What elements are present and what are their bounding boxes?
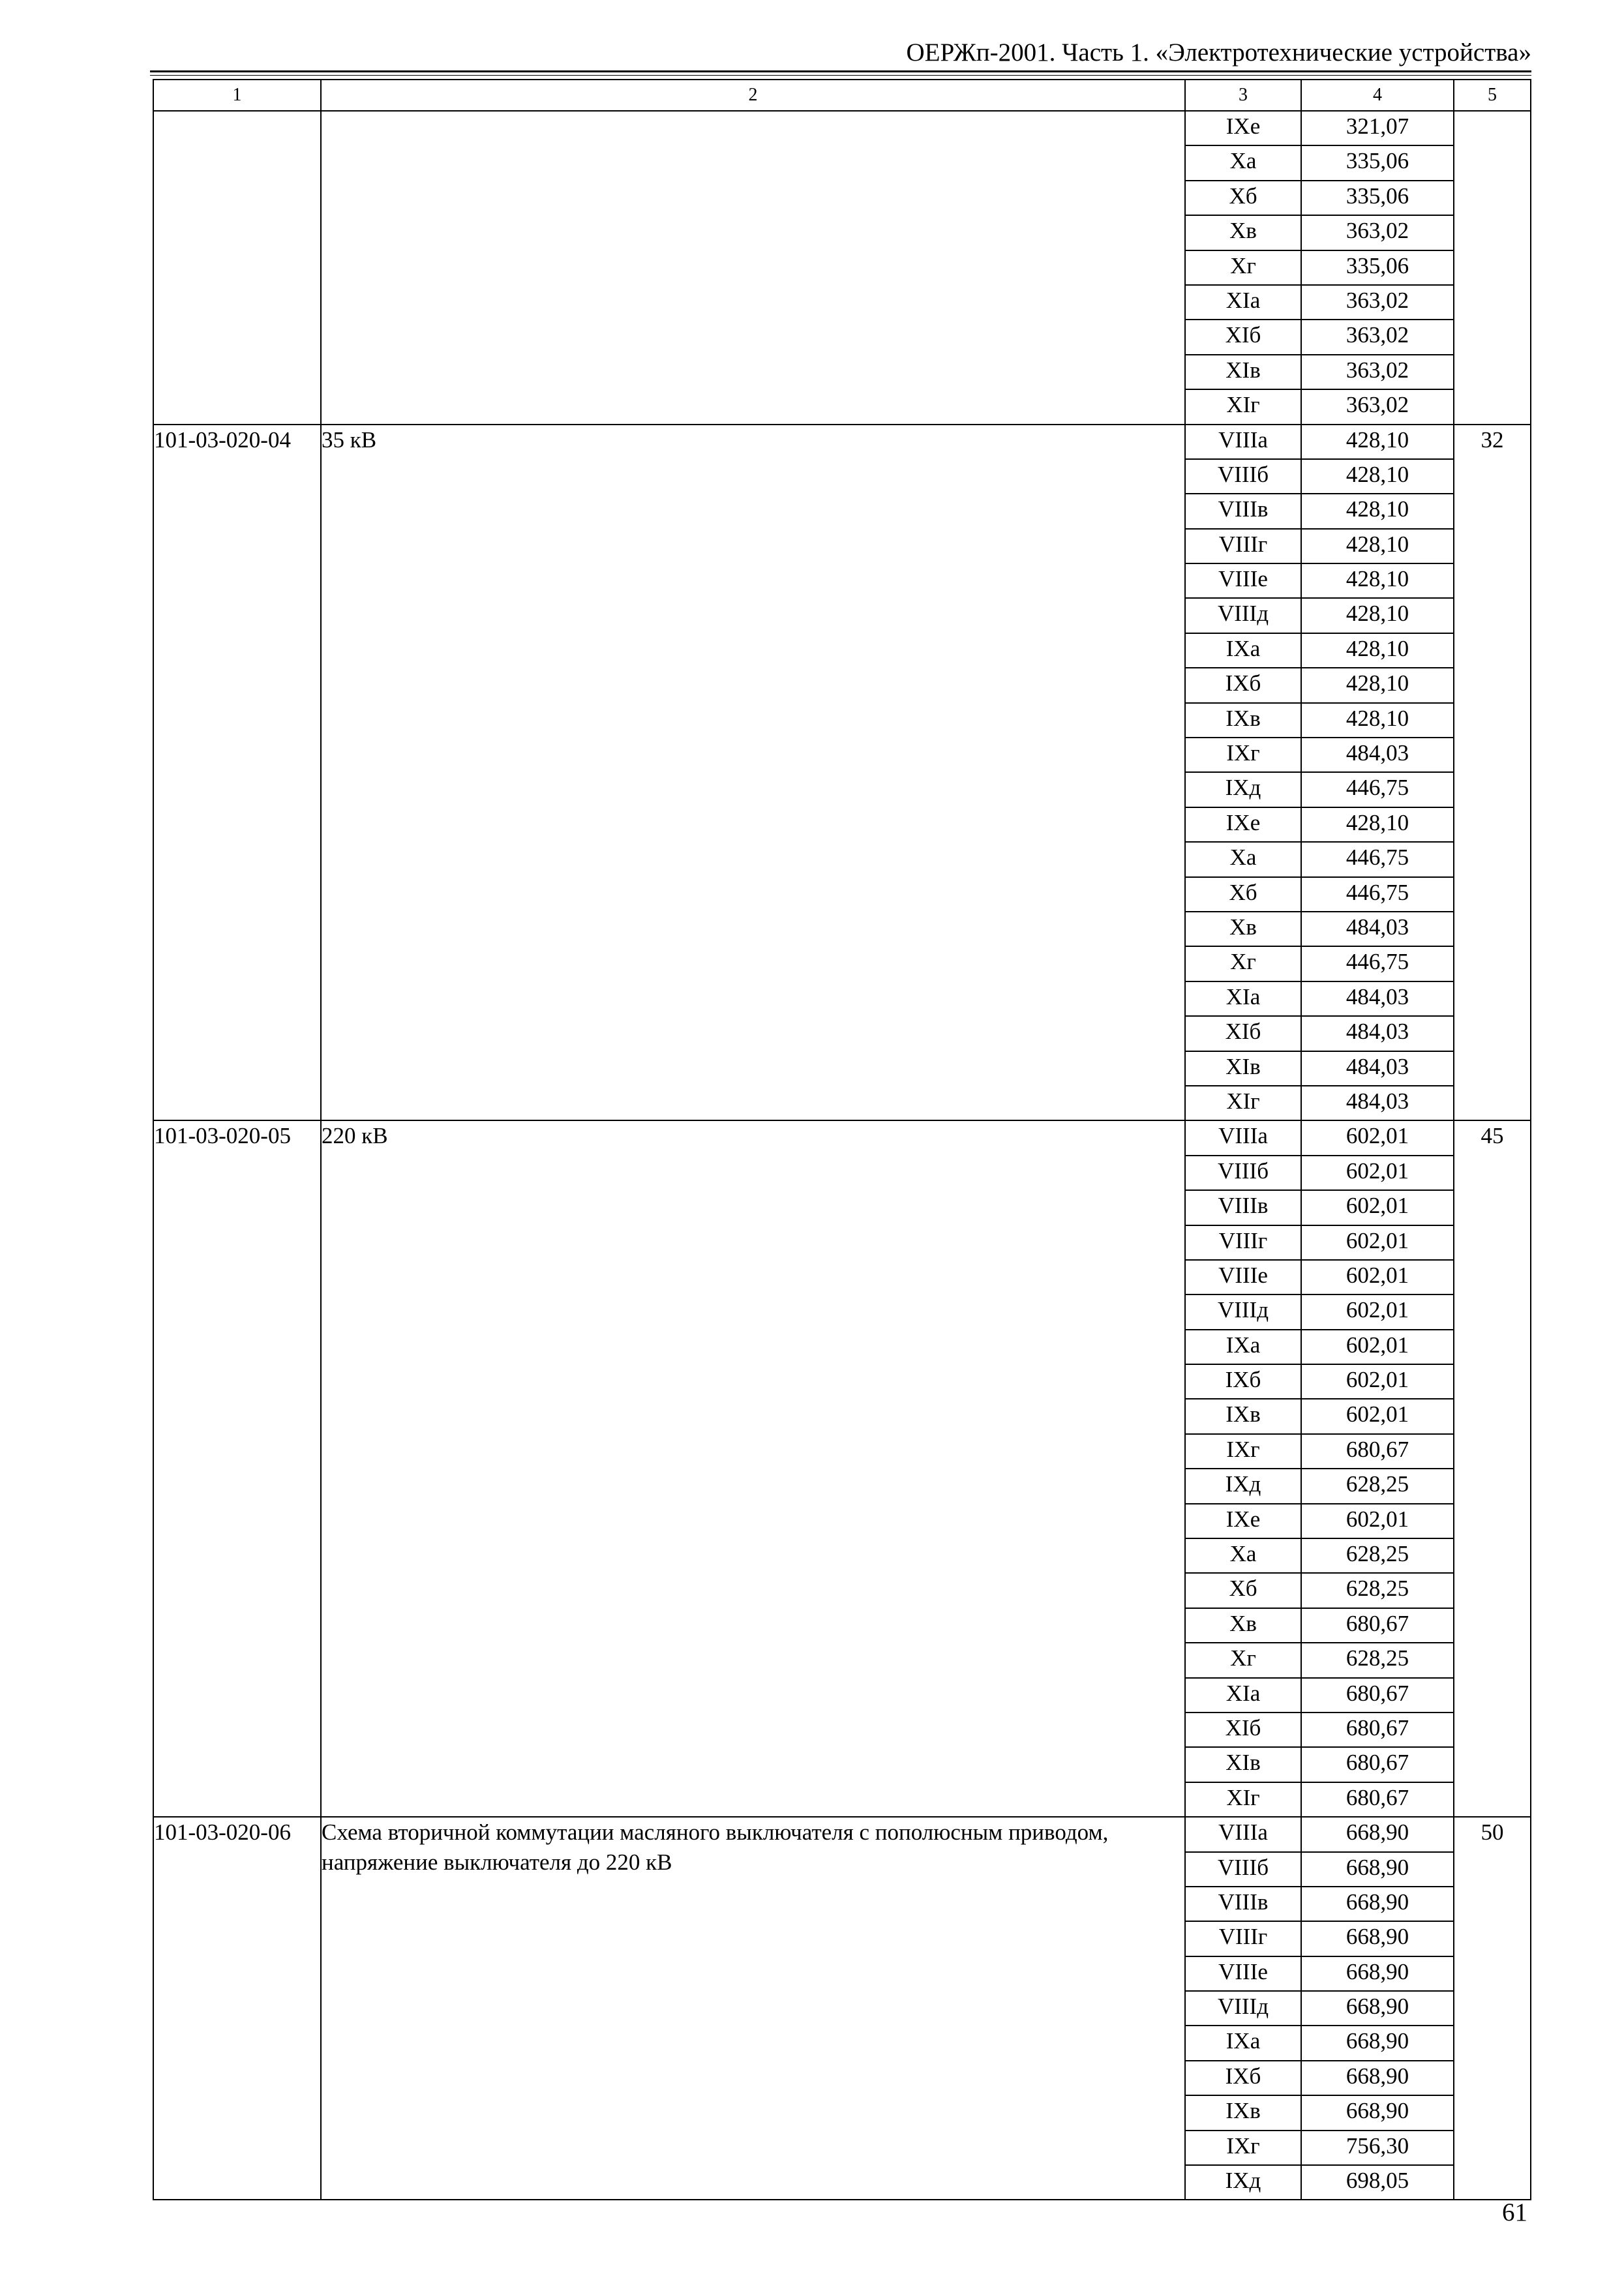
extra-value: 32	[1454, 425, 1531, 1121]
zone-cell: XIа	[1185, 1678, 1301, 1713]
zone-cell: VIIIд	[1185, 598, 1301, 633]
item-code	[153, 111, 321, 425]
price-cell: 363,02	[1301, 285, 1454, 320]
zone-cell: VIIIе	[1185, 563, 1301, 598]
price-cell: 628,25	[1301, 1573, 1454, 1608]
zone-cell: VIIIг	[1185, 1921, 1301, 1956]
zone-cell: Xб	[1185, 1573, 1301, 1608]
column-number-row	[153, 80, 1531, 111]
price-cell: 668,90	[1301, 1817, 1454, 1851]
zone-cell: IXб	[1185, 1364, 1301, 1399]
price-cell: 602,01	[1301, 1120, 1454, 1155]
price-cell: 602,01	[1301, 1330, 1454, 1364]
zone-cell: VIIIа	[1185, 425, 1301, 459]
zone-cell: IXе	[1185, 807, 1301, 842]
zone-cell: VIIIд	[1185, 1294, 1301, 1329]
table-body	[153, 111, 1531, 2200]
table-row	[153, 1120, 1531, 1155]
price-cell: 428,10	[1301, 529, 1454, 563]
price-cell: 363,02	[1301, 215, 1454, 250]
zone-cell: IXб	[1185, 668, 1301, 702]
price-cell: 668,90	[1301, 1921, 1454, 1956]
price-cell: 680,67	[1301, 1678, 1454, 1713]
price-cell: 363,02	[1301, 355, 1454, 389]
price-cell: 363,02	[1301, 389, 1454, 424]
item-name: Схема вторичной коммутации масляного выключателя с пополюсным приводом, напряжение выключателя до 220 кВ	[321, 1817, 1185, 2200]
price-cell: 428,10	[1301, 668, 1454, 702]
zone-cell: Xг	[1185, 946, 1301, 981]
column-number: 5	[1454, 80, 1531, 111]
price-cell: 428,10	[1301, 494, 1454, 528]
zone-cell: XIг	[1185, 1782, 1301, 1817]
zone-cell: Xв	[1185, 912, 1301, 946]
price-cell: 668,90	[1301, 1991, 1454, 2026]
zone-cell: Xа	[1185, 842, 1301, 876]
price-cell: 428,10	[1301, 459, 1454, 494]
price-cell: 602,01	[1301, 1504, 1454, 1538]
price-cell: 484,03	[1301, 1051, 1454, 1086]
price-cell: 446,75	[1301, 877, 1454, 912]
item-name: 35 кВ	[321, 425, 1185, 1121]
price-cell: 428,10	[1301, 807, 1454, 842]
price-cell: 428,10	[1301, 425, 1454, 459]
price-cell: 428,10	[1301, 633, 1454, 668]
column-number: 2	[321, 80, 1185, 111]
price-cell: 680,67	[1301, 1782, 1454, 1817]
price-cell: 680,67	[1301, 1747, 1454, 1782]
zone-cell: VIIIб	[1185, 459, 1301, 494]
price-cell: 484,03	[1301, 1086, 1454, 1120]
price-cell: 484,03	[1301, 912, 1454, 946]
price-cell: 484,03	[1301, 738, 1454, 772]
price-cell: 363,02	[1301, 320, 1454, 354]
price-cell: 628,25	[1301, 1538, 1454, 1573]
header-divider	[150, 70, 1531, 76]
price-cell: 321,07	[1301, 111, 1454, 145]
item-code: 101-03-020-05	[153, 1120, 321, 1817]
zone-cell: IXв	[1185, 703, 1301, 738]
zone-cell: IXг	[1185, 738, 1301, 772]
zone-cell: Xг	[1185, 250, 1301, 285]
zone-cell: XIб	[1185, 1713, 1301, 1747]
zone-cell: VIIIг	[1185, 529, 1301, 563]
page-number: 61	[1502, 2198, 1527, 2226]
price-cell: 484,03	[1301, 981, 1454, 1016]
zone-cell: IXа	[1185, 633, 1301, 668]
price-cell: 335,06	[1301, 145, 1454, 180]
price-cell: 668,90	[1301, 2095, 1454, 2130]
zone-cell: VIIIв	[1185, 494, 1301, 528]
price-cell: 698,05	[1301, 2165, 1454, 2200]
item-code: 101-03-020-06	[153, 1817, 321, 2200]
price-cell: 668,90	[1301, 1887, 1454, 1921]
price-cell: 680,67	[1301, 1434, 1454, 1469]
zone-cell: VIIIб	[1185, 1852, 1301, 1887]
price-cell: 428,10	[1301, 703, 1454, 738]
price-cell: 446,75	[1301, 842, 1454, 876]
zone-cell: Xб	[1185, 181, 1301, 215]
zone-cell: XIа	[1185, 981, 1301, 1016]
zone-cell: IXе	[1185, 1504, 1301, 1538]
zone-cell: Xг	[1185, 1643, 1301, 1677]
price-cell: 335,06	[1301, 250, 1454, 285]
price-cell: 602,01	[1301, 1225, 1454, 1260]
zone-cell: XIа	[1185, 285, 1301, 320]
extra-value	[1454, 111, 1531, 425]
price-cell: 602,01	[1301, 1294, 1454, 1329]
price-cell: 668,90	[1301, 2061, 1454, 2095]
item-name: 220 кВ	[321, 1120, 1185, 1817]
zone-cell: Xа	[1185, 145, 1301, 180]
zone-cell: Xа	[1185, 1538, 1301, 1573]
price-cell: 680,67	[1301, 1713, 1454, 1747]
price-cell: 602,01	[1301, 1156, 1454, 1190]
extra-value: 50	[1454, 1817, 1531, 2200]
column-number: 3	[1185, 80, 1301, 111]
zone-cell: Xв	[1185, 1608, 1301, 1643]
zone-cell: IXб	[1185, 2061, 1301, 2095]
table-row	[153, 1817, 1531, 1851]
price-cell: 680,67	[1301, 1608, 1454, 1643]
zone-cell: Xб	[1185, 877, 1301, 912]
zone-cell: Xв	[1185, 215, 1301, 250]
price-cell: 602,01	[1301, 1260, 1454, 1294]
table-row	[153, 425, 1531, 459]
zone-cell: XIв	[1185, 1051, 1301, 1086]
price-cell: 446,75	[1301, 772, 1454, 807]
zone-cell: XIв	[1185, 1747, 1301, 1782]
price-cell: 428,10	[1301, 598, 1454, 633]
zone-cell: XIг	[1185, 389, 1301, 424]
zone-cell: XIв	[1185, 355, 1301, 389]
zone-cell: VIIIа	[1185, 1817, 1301, 1851]
price-cell: 446,75	[1301, 946, 1454, 981]
price-cell: 668,90	[1301, 1852, 1454, 1887]
price-cell: 335,06	[1301, 181, 1454, 215]
zone-cell: IXе	[1185, 111, 1301, 145]
price-cell: 602,01	[1301, 1190, 1454, 1225]
zone-cell: IXг	[1185, 2131, 1301, 2165]
rates-table	[153, 79, 1531, 2200]
price-cell: 756,30	[1301, 2131, 1454, 2165]
price-cell: 668,90	[1301, 2026, 1454, 2060]
zone-cell: VIIIа	[1185, 1120, 1301, 1155]
price-cell: 668,90	[1301, 1956, 1454, 1991]
zone-cell: IXд	[1185, 772, 1301, 807]
column-number: 1	[153, 80, 321, 111]
price-cell: 484,03	[1301, 1016, 1454, 1051]
zone-cell: IXа	[1185, 2026, 1301, 2060]
zone-cell: IXд	[1185, 2165, 1301, 2200]
item-name	[321, 111, 1185, 425]
zone-cell: IXа	[1185, 1330, 1301, 1364]
table-row	[153, 111, 1531, 145]
price-cell: 428,10	[1301, 563, 1454, 598]
zone-cell: VIIIд	[1185, 1991, 1301, 2026]
price-cell: 602,01	[1301, 1364, 1454, 1399]
zone-cell: VIIIе	[1185, 1956, 1301, 1991]
zone-cell: XIб	[1185, 1016, 1301, 1051]
price-cell: 628,25	[1301, 1469, 1454, 1503]
zone-cell: VIIIб	[1185, 1156, 1301, 1190]
zone-cell: IXд	[1185, 1469, 1301, 1503]
zone-cell: VIIIв	[1185, 1190, 1301, 1225]
zone-cell: VIIIг	[1185, 1225, 1301, 1260]
page-header-title: ОЕРЖп-2001. Часть 1. «Электротехнические устройства»	[906, 38, 1531, 67]
item-code: 101-03-020-04	[153, 425, 321, 1121]
zone-cell: IXв	[1185, 2095, 1301, 2130]
price-cell: 628,25	[1301, 1643, 1454, 1677]
zone-cell: XIб	[1185, 320, 1301, 354]
zone-cell: IXв	[1185, 1399, 1301, 1433]
zone-cell: XIг	[1185, 1086, 1301, 1120]
zone-cell: VIIIв	[1185, 1887, 1301, 1921]
zone-cell: VIIIе	[1185, 1260, 1301, 1294]
zone-cell: IXг	[1185, 1434, 1301, 1469]
extra-value: 45	[1454, 1120, 1531, 1817]
price-cell: 602,01	[1301, 1399, 1454, 1433]
column-number: 4	[1301, 80, 1454, 111]
